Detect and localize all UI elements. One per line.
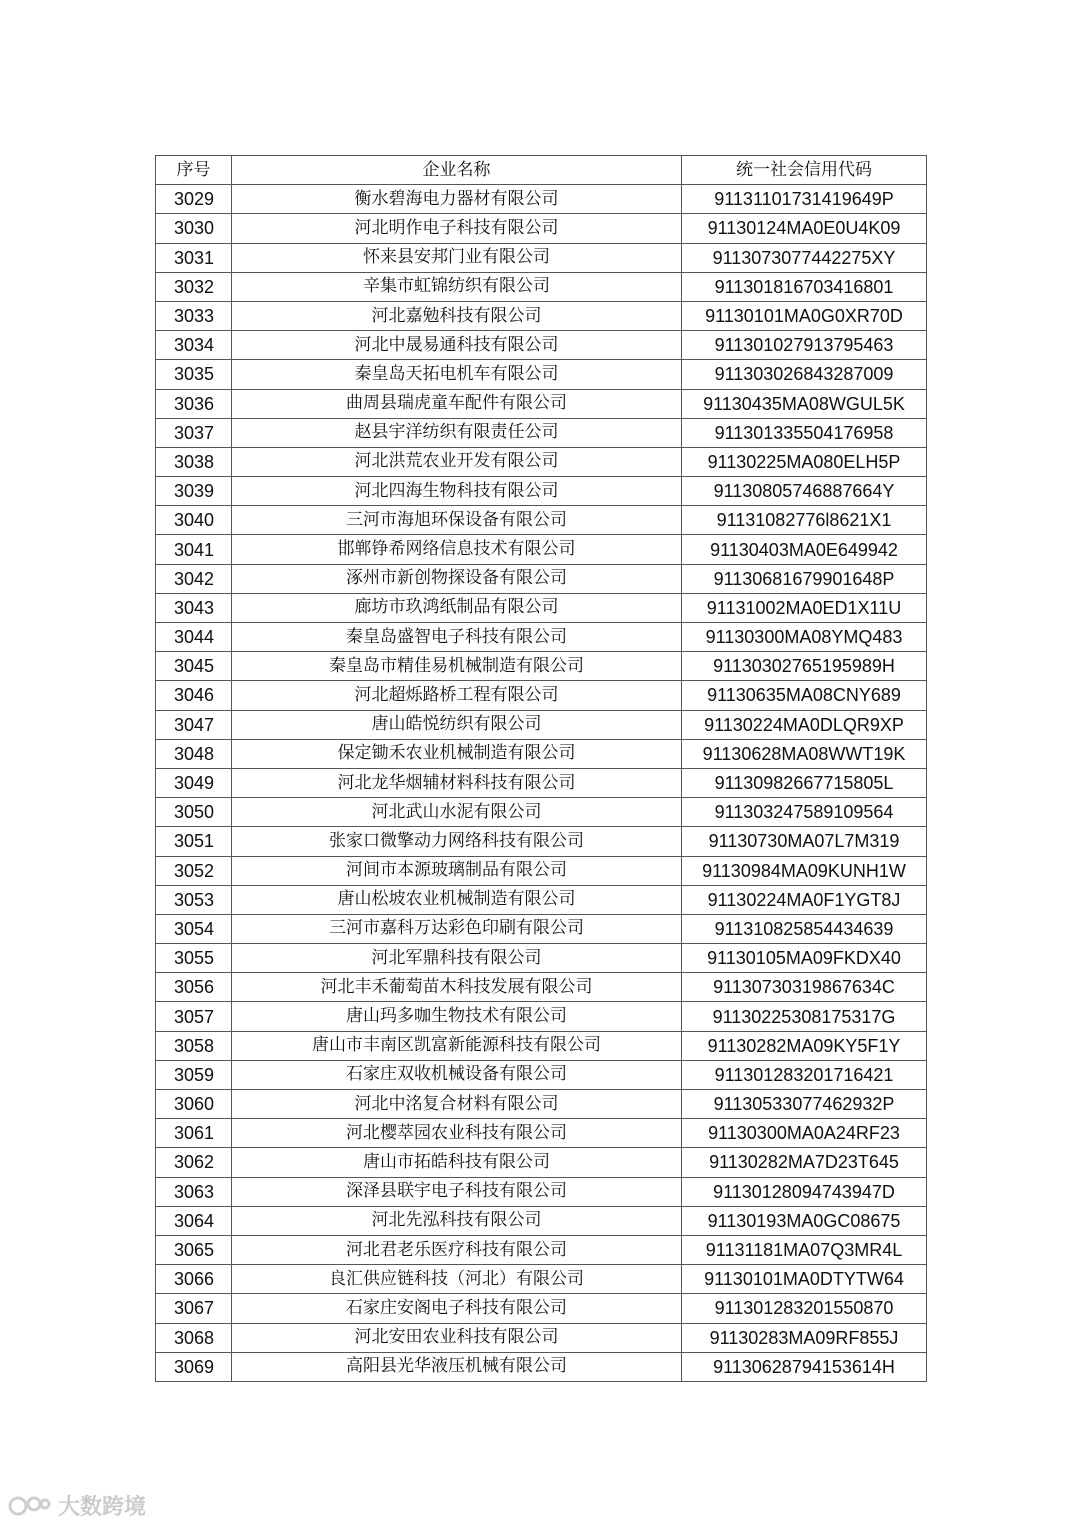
seq-cell: 3056: [156, 973, 232, 1002]
seq-cell: 3031: [156, 243, 232, 272]
company-name-cell: 唐山市拓皓科技有限公司: [232, 1148, 682, 1177]
table-row: [156, 185, 927, 214]
credit-code-cell: 91130805746887664Y: [682, 477, 927, 506]
table-row: [156, 418, 927, 447]
seq-cell: 3030: [156, 214, 232, 243]
seq-cell: 3034: [156, 331, 232, 360]
table-row: [156, 739, 927, 768]
credit-code-cell: 91130984MA09KUNH1W: [682, 856, 927, 885]
company-name-cell: 曲周县瑞虎童车配件有限公司: [232, 389, 682, 418]
credit-code-cell: 91130533077462932P: [682, 1090, 927, 1119]
credit-code-cell: 91130105MA09FKDX40: [682, 944, 927, 973]
seq-cell: 3054: [156, 914, 232, 943]
seq-cell: 3065: [156, 1235, 232, 1264]
seq-cell: 3037: [156, 418, 232, 447]
company-name-cell: 河北龙华烟辅材料科技有限公司: [232, 768, 682, 797]
credit-code-cell: 911303026843287009: [682, 360, 927, 389]
table-row: [156, 1206, 927, 1235]
credit-code-cell: 91130730319867634C: [682, 973, 927, 1002]
company-name-cell: 良汇供应链科技（河北）有限公司: [232, 1265, 682, 1294]
company-name-cell: 高阳县光华液压机械有限公司: [232, 1352, 682, 1381]
table-row: [156, 360, 927, 389]
company-name-cell: 河北明作电子科技有限公司: [232, 214, 682, 243]
credit-code-cell: 9113073077442275XY: [682, 243, 927, 272]
enterprise-table: [155, 155, 927, 1382]
table-row: [156, 564, 927, 593]
credit-code-cell: 91130128094743947D: [682, 1177, 927, 1206]
table-row: [156, 1031, 927, 1060]
table-row: [156, 1265, 927, 1294]
seq-cell: 3060: [156, 1090, 232, 1119]
company-name-cell: 邯郸铮希网络信息技术有限公司: [232, 535, 682, 564]
company-name-cell: 怀来县安邦门业有限公司: [232, 243, 682, 272]
credit-code-cell: 91131101731419649P: [682, 185, 927, 214]
company-name-cell: 衡水碧海电力器材有限公司: [232, 185, 682, 214]
seq-cell: 3049: [156, 768, 232, 797]
credit-code-cell: 91130124MA0E0U4K09: [682, 214, 927, 243]
table-row: [156, 710, 927, 739]
credit-code-cell: 91131082776l8621X1: [682, 506, 927, 535]
table-row: [156, 768, 927, 797]
seq-cell: 3044: [156, 623, 232, 652]
seq-cell: 3036: [156, 389, 232, 418]
seq-cell: 3046: [156, 681, 232, 710]
seq-cell: 3068: [156, 1323, 232, 1352]
seq-cell: 3053: [156, 885, 232, 914]
table-row: [156, 389, 927, 418]
credit-code-cell: 91131181MA07Q3MR4L: [682, 1235, 927, 1264]
credit-code-cell: 91130193MA0GC08675: [682, 1206, 927, 1235]
company-name-cell: 河北樱萃园农业科技有限公司: [232, 1119, 682, 1148]
watermark-text: 大数跨境: [58, 1495, 147, 1520]
table-row: [156, 1177, 927, 1206]
credit-code-cell: 91130101MA0DTYTW64: [682, 1265, 927, 1294]
seq-cell: 3042: [156, 564, 232, 593]
company-name-cell: 河北丰禾葡萄苗木科技发展有限公司: [232, 973, 682, 1002]
company-name-cell: 三河市嘉科万达彩色印刷有限公司: [232, 914, 682, 943]
company-name-cell: 河间市本源玻璃制品有限公司: [232, 856, 682, 885]
credit-code-cell: 91130283MA09RF855J: [682, 1323, 927, 1352]
company-name-cell: 赵县宇洋纺织有限责任公司: [232, 418, 682, 447]
company-name-cell: 廊坊市玖鸿纸制品有限公司: [232, 593, 682, 622]
seq-cell: 3041: [156, 535, 232, 564]
header-company-name: 企业名称: [232, 156, 682, 185]
watermark-logo-icon: [8, 1493, 52, 1519]
table-row: [156, 447, 927, 476]
table-row: [156, 301, 927, 330]
seq-cell: 3039: [156, 477, 232, 506]
table-row: [156, 652, 927, 681]
credit-code-cell: 911301335504176958: [682, 418, 927, 447]
company-name-cell: 河北安田农业科技有限公司: [232, 1323, 682, 1352]
seq-cell: 3066: [156, 1265, 232, 1294]
credit-code-cell: 91130403MA0E649942: [682, 535, 927, 564]
seq-cell: 3038: [156, 447, 232, 476]
credit-code-cell: 91130101MA0G0XR70D: [682, 301, 927, 330]
company-name-cell: 河北嘉勉科技有限公司: [232, 301, 682, 330]
seq-cell: 3048: [156, 739, 232, 768]
seq-cell: 3040: [156, 506, 232, 535]
company-name-cell: 河北洪荒农业开发有限公司: [232, 447, 682, 476]
company-name-cell: 河北君老乐医疗科技有限公司: [232, 1235, 682, 1264]
company-name-cell: 河北四海生物科技有限公司: [232, 477, 682, 506]
table-row: [156, 1119, 927, 1148]
company-name-cell: 辛集市虹锦纺织有限公司: [232, 272, 682, 301]
company-name-cell: 涿州市新创物探设备有限公司: [232, 564, 682, 593]
table-row: [156, 214, 927, 243]
seq-cell: 3058: [156, 1031, 232, 1060]
table-body: [156, 185, 927, 1382]
credit-code-cell: 91130300MA0A24RF23: [682, 1119, 927, 1148]
table-row: [156, 914, 927, 943]
table-row: [156, 1323, 927, 1352]
table-row: [156, 681, 927, 710]
seq-cell: 3035: [156, 360, 232, 389]
company-name-cell: 石家庄安阁电子科技有限公司: [232, 1294, 682, 1323]
seq-cell: 3062: [156, 1148, 232, 1177]
table-row: [156, 827, 927, 856]
company-name-cell: 秦皇岛盛智电子科技有限公司: [232, 623, 682, 652]
seq-cell: 3059: [156, 1060, 232, 1089]
table-row: [156, 623, 927, 652]
credit-code-cell: 911310825854434639: [682, 914, 927, 943]
credit-code-cell: 91130224MA0DLQR9XP: [682, 710, 927, 739]
table-row: [156, 506, 927, 535]
table-row: [156, 1002, 927, 1031]
table-header-row: [156, 156, 927, 185]
company-name-cell: 唐山玛多咖生物技术有限公司: [232, 1002, 682, 1031]
seq-cell: 3057: [156, 1002, 232, 1031]
credit-code-cell: 91130302765195989H: [682, 652, 927, 681]
header-seq: 序号: [156, 156, 232, 185]
table-row: [156, 243, 927, 272]
table-row: [156, 973, 927, 1002]
company-name-cell: 石家庄双收机械设备有限公司: [232, 1060, 682, 1089]
table-row: [156, 331, 927, 360]
company-name-cell: 河北军鼎科技有限公司: [232, 944, 682, 973]
credit-code-cell: 911301816703416801: [682, 272, 927, 301]
credit-code-cell: 911301283201550870: [682, 1294, 927, 1323]
table-row: [156, 535, 927, 564]
table-row: [156, 1352, 927, 1381]
table-row: [156, 1060, 927, 1089]
company-name-cell: 张家口微擎动力网络科技有限公司: [232, 827, 682, 856]
credit-code-cell: 91130635MA08CNY689: [682, 681, 927, 710]
company-name-cell: 唐山皓悦纺织有限公司: [232, 710, 682, 739]
company-name-cell: 唐山松坡农业机械制造有限公司: [232, 885, 682, 914]
seq-cell: 3061: [156, 1119, 232, 1148]
seq-cell: 3047: [156, 710, 232, 739]
header-credit-code: 统一社会信用代码: [682, 156, 927, 185]
seq-cell: 3050: [156, 798, 232, 827]
table-row: [156, 593, 927, 622]
company-name-cell: 河北中晟易通科技有限公司: [232, 331, 682, 360]
company-name-cell: 河北超烁路桥工程有限公司: [232, 681, 682, 710]
table-row: [156, 798, 927, 827]
seq-cell: 3069: [156, 1352, 232, 1381]
seq-cell: 3045: [156, 652, 232, 681]
credit-code-cell: 91130282MA7D23T645: [682, 1148, 927, 1177]
table-row: [156, 272, 927, 301]
seq-cell: 3067: [156, 1294, 232, 1323]
company-name-cell: 河北武山水泥有限公司: [232, 798, 682, 827]
credit-code-cell: 91130628794153614H: [682, 1352, 927, 1381]
seq-cell: 3063: [156, 1177, 232, 1206]
credit-code-cell: 91130282MA09KY5F1Y: [682, 1031, 927, 1060]
credit-code-cell: 91130435MA08WGUL5K: [682, 389, 927, 418]
credit-code-cell: 91130224MA0F1YGT8J: [682, 885, 927, 914]
company-name-cell: 唐山市丰南区凯富新能源科技有限公司: [232, 1031, 682, 1060]
seq-cell: 3052: [156, 856, 232, 885]
credit-code-cell: 91131002MA0ED1X11U: [682, 593, 927, 622]
company-name-cell: 深泽县联宇电子科技有限公司: [232, 1177, 682, 1206]
table-row: [156, 477, 927, 506]
credit-code-cell: 911301027913795463: [682, 331, 927, 360]
table-row: [156, 856, 927, 885]
credit-code-cell: 91130300MA08YMQ483: [682, 623, 927, 652]
table-row: [156, 1294, 927, 1323]
company-name-cell: 保定锄禾农业机械制造有限公司: [232, 739, 682, 768]
table-row: [156, 1090, 927, 1119]
seq-cell: 3064: [156, 1206, 232, 1235]
company-name-cell: 三河市海旭环保设备有限公司: [232, 506, 682, 535]
table-row: [156, 885, 927, 914]
seq-cell: 3055: [156, 944, 232, 973]
credit-code-cell: 91130730MA07L7M319: [682, 827, 927, 856]
watermark: [8, 1490, 146, 1521]
credit-code-cell: 91130225308175317G: [682, 1002, 927, 1031]
company-name-cell: 秦皇岛天拓电机车有限公司: [232, 360, 682, 389]
company-name-cell: 秦皇岛市精佳易机械制造有限公司: [232, 652, 682, 681]
seq-cell: 3043: [156, 593, 232, 622]
seq-cell: 3029: [156, 185, 232, 214]
company-name-cell: 河北中洺复合材料有限公司: [232, 1090, 682, 1119]
credit-code-cell: 91130225MA080ELH5P: [682, 447, 927, 476]
seq-cell: 3051: [156, 827, 232, 856]
table-row: [156, 944, 927, 973]
credit-code-cell: 911303247589109564: [682, 798, 927, 827]
seq-cell: 3032: [156, 272, 232, 301]
seq-cell: 3033: [156, 301, 232, 330]
company-name-cell: 河北先泓科技有限公司: [232, 1206, 682, 1235]
credit-code-cell: 91130628MA08WWT19K: [682, 739, 927, 768]
credit-code-cell: 91130681679901648P: [682, 564, 927, 593]
credit-code-cell: 91130982667715805L: [682, 768, 927, 797]
credit-code-cell: 911301283201716421: [682, 1060, 927, 1089]
table-row: [156, 1235, 927, 1264]
table-row: [156, 1148, 927, 1177]
